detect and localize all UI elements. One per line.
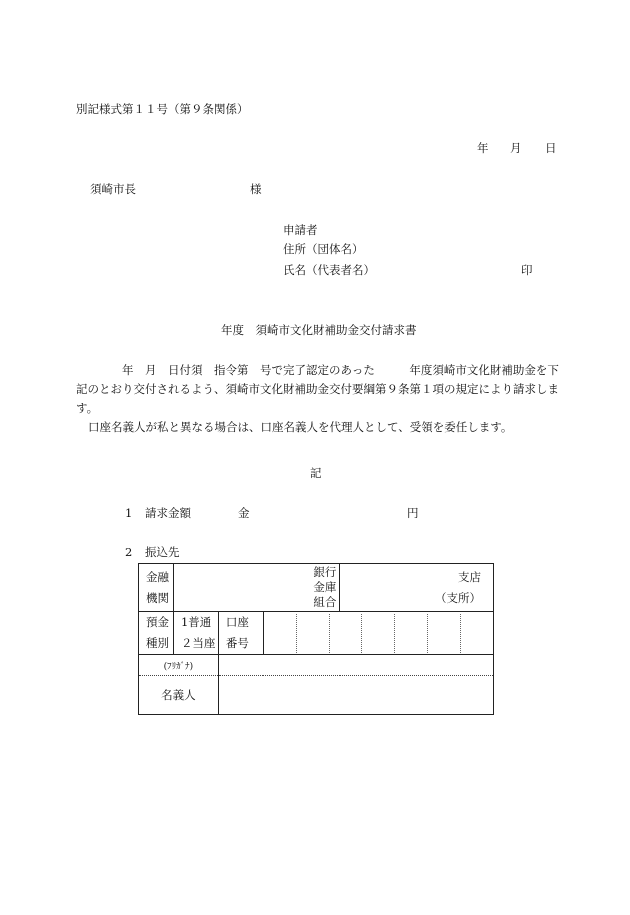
form-number: 別記様式第１１号（第９条関係） xyxy=(76,102,249,116)
institution-label-1: 金融 xyxy=(146,569,169,584)
account-digit-box[interactable] xyxy=(460,614,493,653)
deposit-label-1: 預金 xyxy=(146,615,169,629)
applicant-name-label: 氏名（代表者名） xyxy=(283,263,375,277)
item1-number: 1 xyxy=(125,506,133,520)
item2-number: 2 xyxy=(125,545,133,559)
account-number-field[interactable] xyxy=(263,612,493,655)
date-month: 月 xyxy=(510,141,522,155)
account-number-label-cell xyxy=(218,612,263,655)
institution-row xyxy=(139,564,494,612)
transfer-destination-table xyxy=(138,563,494,715)
branch-name-field[interactable] xyxy=(340,564,494,612)
body-line-1: 年 月 日付須 指令第 号で完了認定のあった 年度須崎市文化財補助金を下 xyxy=(122,363,559,377)
furigana-field[interactable] xyxy=(218,655,493,676)
item1-kin: 金 xyxy=(238,506,250,520)
applicant-heading: 申請者 xyxy=(283,223,318,237)
branch-type-1: 支店 xyxy=(458,569,481,584)
account-digit-box[interactable] xyxy=(427,614,460,653)
bank-name-field[interactable] xyxy=(173,564,339,612)
account-digit-box[interactable] xyxy=(394,614,427,653)
account-row xyxy=(139,612,494,655)
deposit-type-current: ２当座 xyxy=(180,636,216,650)
addressee-honorific: 様 xyxy=(250,182,262,196)
deposit-type-field[interactable] xyxy=(173,612,218,655)
bank-type-1: 銀行 xyxy=(313,565,337,579)
date-day: 日 xyxy=(545,141,557,155)
applicant-address-label: 住所（団体名） xyxy=(283,242,364,256)
body-text xyxy=(76,361,560,437)
body-line-3: す。 xyxy=(76,401,99,415)
bank-type-2: 金庫 xyxy=(313,580,337,594)
addressee-name: 須崎市長 xyxy=(90,182,136,196)
deposit-label-cell xyxy=(139,612,174,655)
account-digit-box[interactable] xyxy=(361,614,394,653)
holder-label: 名義人 xyxy=(139,676,219,715)
institution-label-2: 機関 xyxy=(146,590,169,605)
bank-type-3: 組合 xyxy=(313,595,337,609)
holder-field[interactable] xyxy=(218,676,493,715)
item1-label: 請求金額 xyxy=(145,506,191,520)
furigana-label: (ﾌﾘｶﾞﾅ) xyxy=(139,655,219,676)
furigana-row xyxy=(139,655,494,676)
document-title: 年度 須崎市文化財補助金交付請求書 xyxy=(221,323,417,337)
account-digit-box[interactable] xyxy=(264,614,296,653)
item2-label: 振込先 xyxy=(145,545,180,559)
branch-type-2: （支所） xyxy=(435,590,481,605)
account-number-label-2: 番号 xyxy=(225,636,249,650)
ki-heading: 記 xyxy=(310,466,322,480)
deposit-label-2: 種別 xyxy=(146,636,169,650)
holder-row xyxy=(139,676,494,715)
date-year: 年 xyxy=(477,141,489,155)
deposit-type-ordinary: 1普通 xyxy=(180,615,212,629)
seal-mark: 印 xyxy=(521,263,533,277)
account-digit-box[interactable] xyxy=(296,614,329,653)
institution-label-cell xyxy=(139,564,174,612)
body-line-2: 記のとおり交付されるよう、須崎市文化財補助金交付要綱第９条第１項の規定により請求しま xyxy=(76,382,559,396)
account-number-label-1: 口座 xyxy=(225,615,249,629)
account-digit-box[interactable] xyxy=(329,614,362,653)
body-line-4: 口座名義人が私と異なる場合は、口座名義人を代理人として、受領を委任します。 xyxy=(88,420,513,434)
account-digit-grid xyxy=(264,614,493,653)
item1-yen: 円 xyxy=(407,506,419,520)
